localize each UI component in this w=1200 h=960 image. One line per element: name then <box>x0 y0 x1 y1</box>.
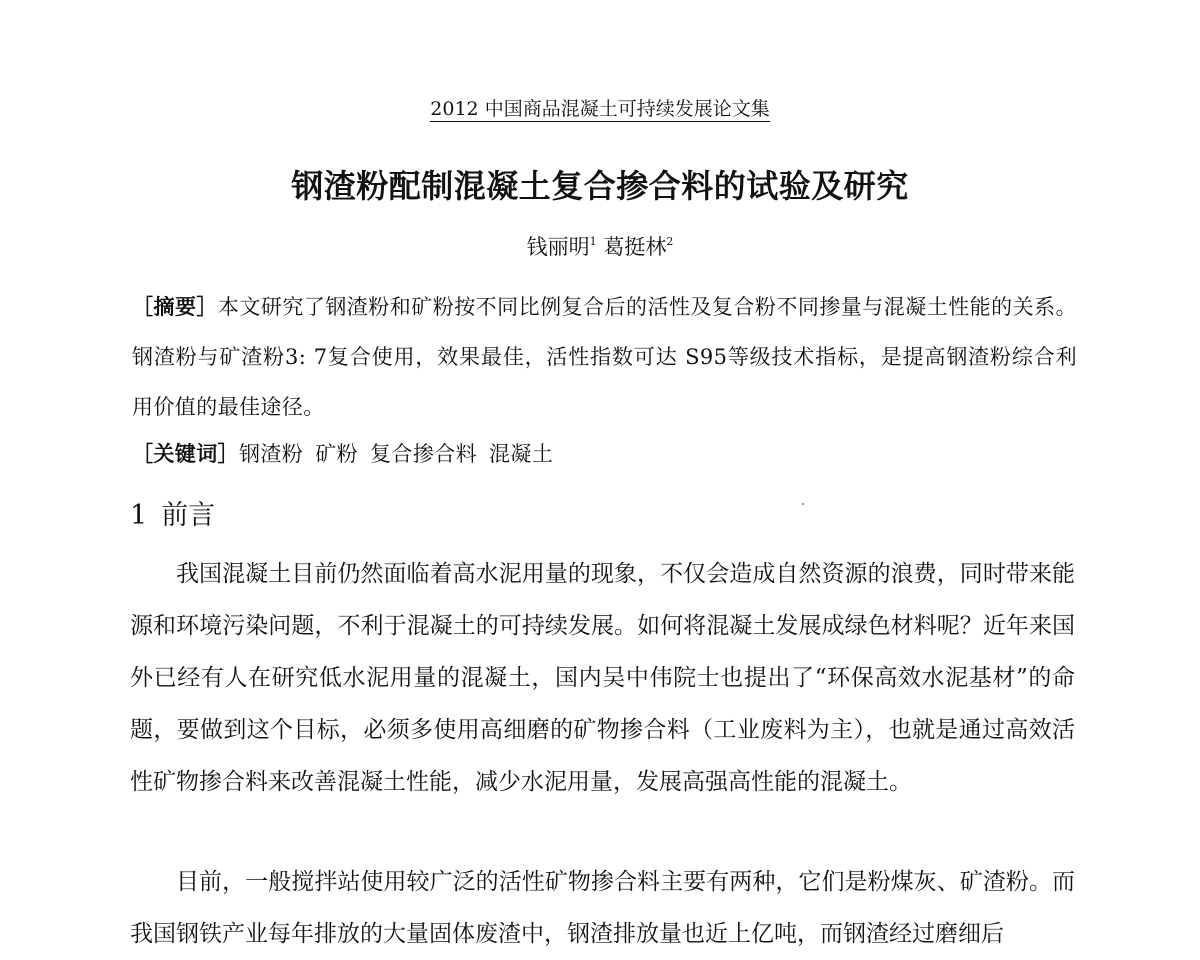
keyword: 混凝土 <box>489 442 554 466</box>
abstract-label: ［摘要］ <box>132 294 218 319</box>
keywords-label: ［关键词］ <box>132 441 239 466</box>
keywords-block <box>132 432 1077 476</box>
author-line <box>0 232 1200 262</box>
author-name: 钱丽明 <box>526 235 590 259</box>
keyword: 矿粉 <box>315 442 359 466</box>
keyword: 复合掺合料 <box>370 442 478 466</box>
section-number: 1 <box>130 500 148 531</box>
abstract-block <box>132 282 1077 432</box>
body-paragraph: 我国混凝土目前仍然面临着高水泥用量的现象，不仅会造成自然资源的浪费，同时带来能源和环境污染问题，不利于混凝土的可持续发展。如何将混凝土发展成绿色材料呢？近年来国外已经有人在研究低水泥用量的混凝土，国内吴中伟院士也提出了“环保高效水泥基材”的命题，要做到这个目标，必须多使用高细磨的矿物掺合料（工业废料为主），也就是通过高效活性矿物掺合料来改善混凝土性能，减少水泥用量，发展高强高性能的混凝土。 <box>130 561 1075 795</box>
author-affiliation: 2 <box>666 235 674 248</box>
keyword: 钢渣粉 <box>239 442 304 466</box>
running-header <box>0 96 1200 122</box>
section-title: 前言 <box>161 500 216 531</box>
section-heading <box>130 494 215 538</box>
body-paragraph: 目前，一般搅拌站使用较广泛的活性矿物掺合料主要有两种，它们是粉煤灰、矿渣粉。而我国钢铁产业每年排放的大量固体废渣中，钢渣排放量也近上亿吨，而钢渣经过磨细后 <box>130 869 1075 947</box>
author-name: 葛挺林 <box>603 235 667 259</box>
running-header-text: 2012 中国商品混凝土可持续发展论文集 <box>430 98 770 120</box>
author-affiliation: 1 <box>589 235 597 248</box>
paper-title: 钢渣粉配制混凝土复合掺合料的试验及研究 <box>291 167 909 205</box>
scan-speck <box>802 503 804 505</box>
abstract-text: 本文研究了钢渣粉和矿粉按不同比例复合后的活性及复合粉不同掺量与混凝土性能的关系。钢渣粉与矿渣粉3: 7复合使用，效果最佳，活性指数可达 S95等级技术指标，是提高钢渣粉综合利用价值的最佳途径。 <box>132 295 1077 419</box>
